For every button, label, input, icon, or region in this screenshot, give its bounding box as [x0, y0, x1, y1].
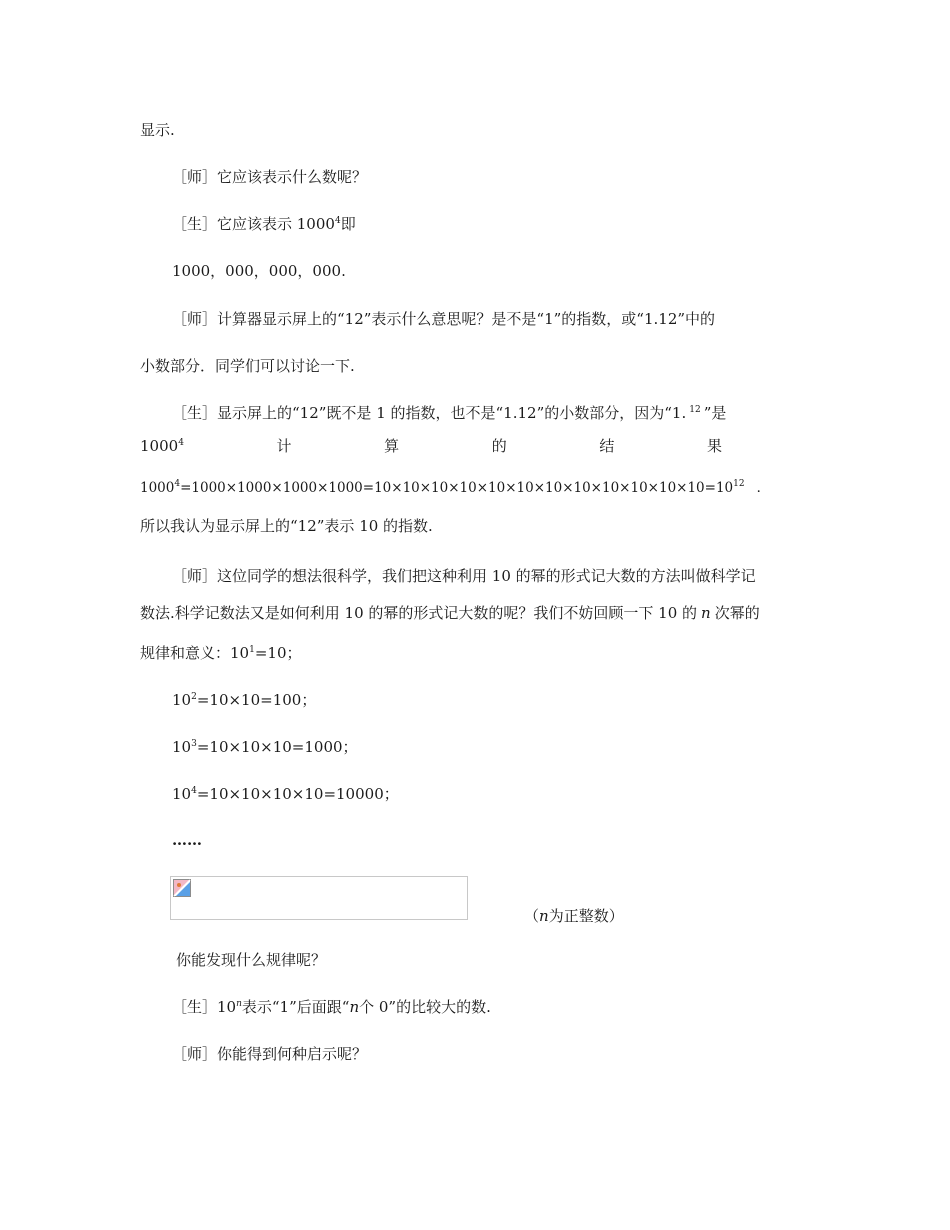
word-suan: 算 [384, 437, 400, 455]
teacher-statement-b [140, 603, 760, 623]
text-teacher-q3: ［师］你能得到何种启示呢？ [172, 1045, 368, 1063]
superscript-12: 12 [689, 405, 701, 415]
power-expansion: =10×10=100； [196, 691, 317, 709]
power-base: 10 [172, 785, 192, 803]
exponent: 1 [249, 645, 255, 655]
positive-integer-note [524, 906, 624, 926]
exponent: n [236, 999, 242, 1009]
text-student-a3: ［生］10 [172, 998, 237, 1016]
teacher-question-3 [172, 1044, 367, 1064]
power-base: 10 [172, 738, 192, 756]
text-teacher-q2a: ［师］计算器显示屏上的“12”表示什么意思呢？是不是“1”的指数，或“1.12”中的 [172, 310, 716, 328]
text-teacher-s1: ［师］这位同学的想法很科学，我们把这种利用 10 的幂的形式记大数的方法叫做科学记 [172, 567, 756, 585]
text-student-a3-end: 个 0”的比较大的数. [359, 998, 491, 1016]
power-line-2 [172, 690, 316, 710]
number-line [172, 261, 346, 281]
variable-n: n [349, 998, 360, 1016]
exponent: 4 [178, 438, 184, 448]
exponent: 4 [174, 479, 181, 489]
exponent: 2 [191, 692, 197, 702]
text-student-a2a-end: ”是 [703, 404, 727, 422]
ellipsis [172, 830, 202, 850]
para-display [140, 120, 175, 140]
teacher-question-2b [140, 356, 355, 376]
base-1000: 1000 [140, 437, 179, 455]
text-teacher-q2b: 小数部分．同学们可以讨论一下. [140, 357, 355, 375]
text-ellipsis: …… [172, 831, 202, 849]
exponent: 4 [334, 216, 341, 226]
word-ji: 计 [276, 437, 292, 455]
exponent: 3 [191, 739, 197, 749]
word-1000 [140, 436, 184, 456]
question-pattern [176, 950, 326, 970]
equation-body: =1000×1000×1000×1000=10×10×10×10×10×10×10×10×10×10×10×10=10 [180, 480, 734, 496]
text-number: 1000，000，000，000. [172, 262, 346, 280]
word-jie: 结 [599, 437, 615, 455]
text-student-a2a: ［生］显示屏上的“12”既不是 1 的指数，也不是“1.12”的小数部分，因为“1. [172, 404, 687, 422]
teacher-question-2a [172, 309, 715, 329]
exponent: 12 [733, 479, 745, 489]
text-teacher-q1: ［师］它应该表示什么数呢？ [172, 168, 368, 186]
teacher-question-1 [172, 167, 367, 187]
variable-n: n [701, 604, 711, 622]
power-expansion: =10×10×10=1000； [196, 738, 358, 756]
power-expansion: =10×10×10×10=10000； [196, 785, 399, 803]
text-display: 显示. [140, 121, 175, 139]
power-line-4 [172, 784, 399, 804]
student-answer-1 [172, 214, 356, 234]
student-answer-2d [140, 516, 433, 536]
text-student-a3-mid: 表示“1”后面跟“ [241, 998, 350, 1016]
student-answer-3 [172, 997, 491, 1017]
power-line-3 [172, 737, 358, 757]
broken-image-icon [173, 879, 191, 897]
power-base: 10 [172, 691, 192, 709]
variable-n: n [539, 907, 549, 925]
student-answer-2c [140, 478, 770, 498]
equation-base: 1000 [140, 480, 175, 496]
exponent: 4 [191, 786, 197, 796]
text-teacher-s3: 规律和意义：10 [140, 644, 250, 662]
text-teacher-s2-end: 次幂的 [714, 604, 760, 622]
text-student-a1-end: 即 [340, 215, 356, 233]
text-teacher-s3-end: =10； [254, 644, 302, 662]
teacher-statement-c [140, 643, 301, 663]
word-guo: 果 [706, 437, 722, 455]
note-text: 为正整数） [548, 907, 624, 925]
student-answer-2b [140, 436, 812, 456]
equation-end: ． [756, 480, 771, 496]
text-teacher-s2: 数法.科学记数法又是如何利用 10 的幂的形式记大数的呢？我们不妨回顾一下 10 的 [140, 604, 698, 622]
broken-formula-image [170, 876, 468, 920]
student-answer-2a [172, 403, 726, 423]
note-open: （ [524, 907, 540, 925]
text-student-a1: ［生］它应该表示 1000 [172, 215, 335, 233]
text-question: 你能发现什么规律呢？ [176, 951, 327, 969]
word-de: 的 [491, 437, 507, 455]
text-student-a2d: 所以我认为显示屏上的“12”表示 10 的指数. [140, 517, 433, 535]
teacher-statement-a [172, 566, 756, 586]
